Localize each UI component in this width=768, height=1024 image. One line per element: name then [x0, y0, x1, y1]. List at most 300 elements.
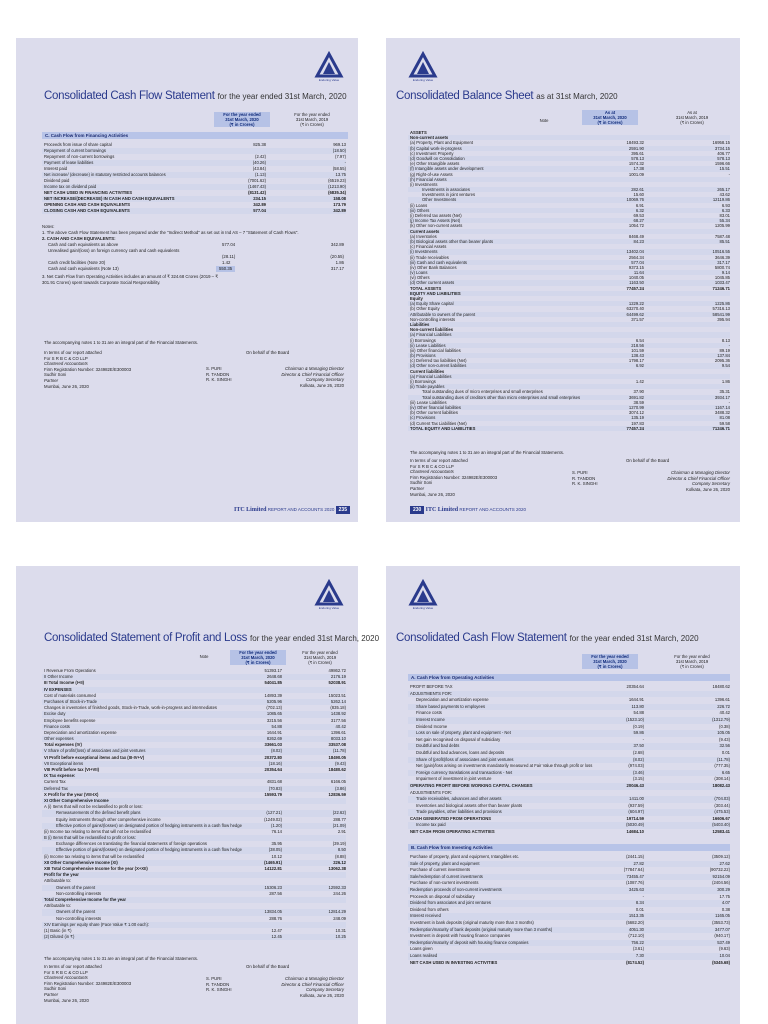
row-label: (b) Other current liabilities [410, 410, 458, 416]
row-label: Investment in deposit with housing finance companies [410, 933, 511, 939]
row-value-prior: 105.05 [717, 730, 730, 736]
row-label: IV EXPENSES [44, 686, 72, 692]
row-label: (a) Property, Plant and Equipment [410, 140, 474, 146]
row-label: Net increase/ (decrease) in statutory restricted accounts balances [44, 172, 166, 177]
row-label: NET CASH USED IN FINANCING ACTIVITIES [44, 190, 133, 195]
row-value-current: (18.16) [268, 760, 282, 766]
table-row [408, 880, 730, 887]
row-value-current: 13834.05 [264, 909, 282, 915]
row-value-prior: 10.04 [719, 952, 730, 958]
row-value-current: 20372.80 [264, 754, 282, 760]
row-value-prior: (21.09) [332, 822, 346, 828]
row-label: Owners of the parent [56, 909, 96, 915]
table-row [408, 790, 730, 797]
row-label: Effective portion of gains/(losses) on designated portion of hedging instruments in a cash flow hedge [56, 847, 242, 853]
table-row [408, 704, 730, 711]
notes-title: Notes: [42, 224, 55, 229]
row-label: Trade receivables, advances and other assets [416, 796, 502, 802]
row-value-current: (43.84) [252, 166, 266, 171]
note-2-heading: 2. CASH AND CASH EQUIVALENTS: [42, 236, 116, 241]
row-label: Non-current assets [410, 135, 449, 141]
row-value-prior: 83.01 [719, 213, 730, 218]
row-value-prior: 58541.99 [712, 311, 730, 317]
row-value-current: (38.05) [268, 847, 282, 853]
row-label: (a) Inventories [410, 233, 437, 239]
table-row [42, 208, 346, 214]
row-label: Total Comprehensive Income for the year [44, 896, 127, 902]
integral-note: The accompanying notes 1 to 31 are an integral part of the Financial Statements. [410, 450, 565, 455]
row-value-current: (712.10) [628, 933, 644, 939]
row-label: (d) Goodwill on Consolidation [410, 155, 465, 161]
row-label: Attributable to owners of the parent [410, 311, 476, 317]
row-value-prior: 1.86 [721, 379, 730, 384]
row-value-current: 64499.62 [626, 311, 644, 317]
row-value-prior: (3.86) [335, 785, 346, 791]
row-value-prior: 6.65 [721, 769, 730, 775]
logo-tagline: Enduring Value [318, 606, 340, 610]
row-label: TOTAL EQUITY AND LIABILITIES [410, 425, 476, 431]
table-row [408, 691, 730, 698]
row-value-prior: (11.78) [717, 756, 730, 762]
row-value-current: (702.13) [266, 705, 282, 711]
row-value-prior: 13.75 [335, 172, 346, 177]
table-row [408, 697, 730, 704]
row-value-current: (2441.15) [626, 854, 644, 859]
row-value-current: 6.92 [635, 363, 644, 369]
row-label: (1) Basic (in ₹) [44, 927, 72, 933]
row-value-current: 51393.17 [264, 668, 282, 673]
row-value-prior: 12814.29 [328, 909, 346, 915]
table-row [408, 874, 730, 881]
row-label: XI Other Comprehensive Income [44, 797, 109, 803]
row-value-current: - [642, 893, 644, 899]
investing-rows [408, 854, 730, 966]
row-value-prior: 55.34 [719, 218, 730, 224]
row-value-prior: 17.75 [719, 893, 730, 899]
table-row [408, 743, 730, 750]
row-value-prior: 3177.56 [330, 717, 346, 723]
table-row [408, 953, 730, 960]
itc-logo-icon [408, 580, 438, 610]
row-label: OPERATING PROFIT BEFORE WORKING CAPITAL CHANGES [410, 782, 533, 788]
row-value-prior: - [728, 171, 730, 177]
row-value-prior: (5403.40) [712, 822, 730, 828]
row-label: VI Profit before exceptional items and tax (III-IV+V) [44, 754, 145, 760]
row-label: (e) Other Intangible assets [410, 161, 460, 167]
row-label: (iv) Other financial liabilities [410, 404, 461, 410]
row-value-current: 59.86 [633, 730, 644, 736]
row-value-prior: 3488.32 [714, 410, 730, 416]
table-row [408, 809, 730, 816]
row-value-current: (8.02) [633, 756, 644, 762]
row-label: EQUITY AND LIABILITIES [410, 290, 461, 296]
column-header-prior: For the year ended 31st March, 2019 (₹ in Crores) [302, 650, 338, 665]
row-value-prior: (6519.23) [328, 178, 346, 183]
row-value-prior: 15023.51 [328, 692, 346, 698]
row-value-current: 5205.96 [266, 698, 282, 704]
row-value-prior: 288.77 [333, 816, 346, 822]
row-value-prior: 15.51 [719, 166, 730, 172]
row-label: NET CASH USED IN INVESTING ACTIVITIES [410, 959, 498, 965]
row-value-prior: 2095.36 [714, 358, 730, 364]
row-label: (g) Right-of-use Assets [410, 171, 453, 177]
row-label: IX Tax expense: [44, 773, 76, 779]
row-label: Share of (profit)/loss of associates and joint ventures [416, 756, 514, 762]
row-label: (i) Borrowings [410, 379, 436, 384]
row-value-current: 69.53 [633, 213, 644, 218]
row-value-prior: 7587.48 [714, 233, 730, 239]
row-label: Dividend from associates and joint ventures [410, 900, 491, 906]
row-value-prior: (22.62) [332, 810, 346, 816]
page-title [396, 632, 699, 644]
table-row [408, 770, 730, 777]
row-value-prior: 1596.66 [714, 161, 730, 167]
table-row [42, 934, 346, 940]
section-header: C. Cash Flow from Financing Activities [42, 132, 348, 139]
table-row [408, 717, 730, 724]
column-header-current: For the year ended 31st March, 2020 (₹ in Crores) [214, 112, 270, 127]
row-label: Non-controlling interests [56, 890, 102, 896]
row-value-current: 371.57 [631, 316, 644, 322]
row-label: Other expenses [44, 736, 74, 742]
row-value-current: (2.68) [633, 749, 644, 755]
row-value-prior: (58.55) [332, 166, 346, 171]
row-value-prior: 8.50 [337, 847, 346, 853]
row-value-prior: - [728, 342, 730, 348]
row-value-prior: 300.29 [717, 886, 730, 892]
title-text: Consolidated Cash Flow Statement [396, 632, 567, 644]
auditor-block: In terms of our report attached For S R B C & CO LLP Chartered Accountants Firm Registration Number: 324982E/E300003 Sudhir Soni Partner Mumbai, June 26, 2020 [44, 964, 132, 1003]
title-subtitle: as at 31st March, 2020 [536, 92, 618, 101]
table-row [408, 796, 730, 803]
row-value-prior: 317.17 [717, 259, 730, 265]
row-value-current: 6.54 [635, 337, 644, 343]
row-label: I Revenue From Operations [44, 668, 96, 673]
balance-sheet-page [386, 38, 740, 522]
row-label: (iii) Others [410, 207, 430, 213]
row-value-prior: 71246.71 [712, 425, 730, 431]
row-value-current: 20046.43 [626, 782, 644, 788]
row-value-current: 234.15 [253, 196, 266, 201]
title-text: Consolidated Balance Sheet [396, 90, 534, 102]
row-value-current: 287.56 [269, 890, 282, 896]
row-value-current: 1513.35 [628, 913, 644, 919]
board-title: On behalf of the Board [246, 350, 290, 355]
row-label: Current liabilities [410, 368, 445, 374]
row-value-current: 27.82 [633, 860, 644, 866]
row-label: Depreciation and amortization expense [416, 697, 489, 703]
row-value-prior: 12119.86 [712, 197, 730, 203]
row-value-prior: 81.08 [719, 415, 730, 421]
cce-label-2: Unrealised gain/(loss) on foreign currency cash and cash equivalents [48, 248, 180, 253]
row-label: Interest received [410, 913, 441, 919]
table-row [408, 887, 730, 894]
row-value-current: 14893.39 [264, 692, 282, 698]
section-header-investing: B. Cash Flow from Investing Activities [408, 844, 730, 851]
row-value-prior: 1045.85 [714, 275, 730, 281]
row-value-prior: 32.56 [719, 743, 730, 749]
row-value-current: (3.61) [633, 946, 644, 952]
row-label: (h) Financial Assets [410, 176, 447, 182]
row-value-prior: 1033.47 [714, 280, 730, 286]
row-label: (2) Diluted (in ₹) [44, 934, 75, 940]
row-label: (b) Capital work-in-progress [410, 145, 462, 151]
row-label: (d) Other current assets [410, 280, 455, 286]
row-label: Purchase of property, plant and equipment, Intangibles etc. [410, 854, 520, 859]
row-value-current: 0.01 [635, 906, 644, 912]
row-value-prior: (90732.22) [709, 867, 730, 873]
row-value-current: 68.27 [633, 218, 644, 224]
row-value-prior: 395.94 [717, 316, 730, 322]
row-value-prior: (5345.68) [712, 959, 730, 965]
row-value-current: 135.19 [631, 415, 644, 421]
note-1: 1. The above Cash Flow Statement has been prepared under the "Indirect Method" as set out in Ind AS – 7 "Statement of Cash Flows". [42, 230, 299, 235]
row-label: Excise duty [44, 711, 66, 717]
row-value-prior: 537.49 [717, 939, 730, 945]
row-value-current: 3215.56 [266, 717, 282, 723]
table-row [408, 710, 730, 717]
row-label: Proceeds from issue of share capital [44, 142, 112, 147]
column-header-note: Note [199, 654, 209, 659]
row-value-current: 15593.79 [264, 791, 282, 797]
row-value-current: 17.38 [633, 166, 644, 172]
row-label: Profit for the year [44, 872, 79, 878]
operating-rows [408, 684, 730, 836]
row-value-prior: 18082.43 [712, 782, 730, 788]
row-value-current: 12.47 [271, 927, 282, 933]
row-value-prior: (2404.56) [712, 880, 730, 886]
row-value-current: (5682.20) [626, 919, 644, 925]
cash-flow-page-financing [16, 38, 358, 522]
row-value-prior: 10.31 [335, 927, 346, 933]
row-label: Redemption proceeds of non-current investments [410, 886, 502, 892]
row-value-prior: 1396.61 [330, 729, 346, 735]
row-value-prior: 3934.17 [714, 394, 730, 400]
row-label: A (i) Items that will not be reclassified to profit or loss: [44, 804, 143, 810]
board-names: S. PURI R. TANDON R. K. SINGHI [206, 976, 232, 993]
row-value-prior: 578.13 [717, 155, 730, 161]
itc-logo-icon [408, 52, 438, 82]
row-value-prior: 1167.14 [715, 404, 730, 410]
row-value-prior: 40.42 [719, 710, 730, 716]
row-value-prior: 6166.05 [330, 779, 346, 785]
row-value-prior: (1213.90) [328, 184, 346, 189]
row-label: Sale of property, plant and equipment [410, 860, 480, 866]
page-footer: ITC Limited REPORT AND ACCOUNTS 2020 235 [234, 506, 350, 514]
row-value-prior: 18490.05 [328, 754, 346, 760]
row-value-prior: (6835.34) [328, 190, 346, 195]
row-value-prior: 3734.15 [714, 145, 730, 151]
row-value-prior: 40.42 [335, 723, 346, 729]
row-value-prior: 6.93 [721, 202, 730, 208]
row-label: Loss on sale of property, plant and equipment - Net [416, 730, 511, 736]
row-value-prior: 92154.09 [712, 873, 730, 879]
row-label: Changes in inventories of finished goods, Stock-in-Trade, work-in-progress and intermediates [44, 705, 218, 711]
row-value-current: 1085.65 [266, 711, 282, 717]
row-value-prior: 18480.62 [712, 684, 730, 689]
row-label: ASSETS [410, 130, 427, 135]
page-title [44, 632, 379, 644]
row-value-current: (604.97) [628, 809, 644, 815]
row-value-prior: 1396.61 [714, 697, 730, 703]
row-value-current: 577.04 [631, 259, 644, 265]
row-label: Non-controlling interests [410, 316, 456, 322]
row-label: (a) Financial Liabilities [410, 332, 452, 338]
row-value-prior: 4.07 [721, 900, 730, 906]
row-value-current: 8.34 [635, 900, 644, 906]
row-label: Finance costs [44, 723, 70, 729]
row-value-prior: (3509.12) [712, 854, 730, 859]
table-row [408, 763, 730, 770]
row-value-current: 1644.91 [266, 729, 282, 735]
table-row [408, 426, 730, 431]
row-value-current: 10.12 [271, 853, 282, 859]
row-value-current: (77847.64) [623, 867, 644, 873]
row-value-prior: 226.72 [717, 703, 730, 709]
table-row [408, 829, 730, 836]
row-value-prior: 969.13 [333, 142, 346, 147]
row-label: Total expenses (IV) [44, 742, 82, 748]
row-label: X Profit for the year (VIII-IX) [44, 791, 99, 797]
row-value-current: 395.61 [631, 150, 644, 156]
row-value-current: (1467.43) [248, 184, 266, 189]
board-roles: Chairman & Managing Director Director & Chief Financial Officer Company Secretary Kolkata, June 26, 2020 [281, 366, 344, 388]
integral-note: The accompanying notes 1 to 31 are an integral part of the Financial Statements. [44, 956, 199, 961]
page-number: 235 [336, 506, 350, 514]
row-value-current: (7001.62) [248, 178, 266, 183]
row-label: (ii) Trade receivables [410, 254, 449, 260]
row-label: Interest Income [416, 716, 445, 722]
row-value-current: 7.30 [635, 952, 644, 958]
row-value-prior: 8033.10 [330, 736, 346, 742]
row-value-prior: 5800.74 [714, 264, 730, 270]
row-value-prior: 5262.14 [330, 698, 346, 704]
row-label: Liabilities [410, 321, 430, 327]
table-row [408, 776, 730, 783]
row-value-prior: 12592.33 [328, 884, 346, 890]
row-value-current: 3425.63 [628, 886, 644, 892]
row-value-current: 13402.04 [626, 249, 644, 255]
page-footer: 230 ITC Limited REPORT AND ACCOUNTS 2020 [410, 506, 526, 514]
row-value-prior: 12583.41 [712, 829, 730, 835]
row-label: (c) Provisions [410, 415, 436, 421]
row-value-prior: (0.38) [719, 723, 730, 729]
row-value-prior: 248.09 [333, 915, 346, 921]
row-value-prior: (3553.73) [712, 919, 730, 925]
row-value-current: (1.20) [271, 822, 282, 828]
row-value-prior: 2.91 [337, 828, 346, 834]
row-value-prior: (475.53) [714, 809, 730, 815]
row-value-prior: 244.26 [333, 890, 346, 896]
row-value-prior: 35.31 [719, 389, 730, 395]
row-value-current: 101.59 [631, 347, 644, 353]
board-roles: Chairman & Managing Director Director & Chief Financial Officer Company Secretary Kolkata, June 26, 2020 [667, 470, 730, 492]
row-value-current: 288.76 [269, 915, 282, 921]
row-value-prior: (704.03) [714, 796, 730, 802]
itc-logo-icon [314, 580, 344, 610]
row-value-prior: 1205.99 [714, 223, 730, 229]
row-label: Loans realised [410, 952, 438, 958]
row-value-prior: 3477.07 [714, 926, 730, 932]
row-label: (i) Investments [410, 249, 438, 255]
row-value-current: 63270.40 [626, 306, 644, 312]
title-subtitle: for the year ended 31st March, 2020 [250, 634, 380, 643]
section-header-operating: A. Cash Flow from Operating Activities [408, 674, 730, 681]
row-value-current: 54041.85 [264, 680, 282, 686]
row-value-current: 197.83 [631, 420, 644, 426]
row-value-prior: (9.43) [719, 736, 730, 742]
row-label: Remeasurements of the defined benefit plans [56, 810, 141, 816]
row-label: Total outstanding dues of micro enterprises and small enterprises [422, 389, 543, 395]
row-value-prior: 406.77 [717, 150, 730, 156]
row-value-current: (1.13) [255, 172, 266, 177]
row-value-current: 54.88 [633, 710, 644, 716]
row-label: Income tax paid [416, 822, 446, 828]
row-value-current: 8262.69 [266, 736, 282, 742]
row-label: Interest paid [44, 166, 68, 171]
row-label: Finance costs [416, 710, 442, 716]
row-label: Proceeds on disposal of subsidiary [410, 893, 475, 899]
table-row [408, 960, 730, 967]
row-label: CLOSING CASH AND CASH EQUIVALENTS [44, 208, 130, 213]
itc-logo-icon [314, 52, 344, 82]
row-value-current: 8468.49 [628, 233, 644, 239]
row-label: (ii) Income tax relating to items that will not be reclassified [44, 828, 152, 834]
row-label: Foreign currency translations and transactions - Net [416, 769, 513, 775]
row-label: (i) Deferred tax assets (Net) [410, 213, 462, 218]
column-header-current: For the year ended 31st March, 2020 (₹ in Crores) [582, 654, 638, 669]
row-label: Dividend from others [410, 906, 449, 912]
row-label: Investment in bank deposits (original maturity more than 3 months) [410, 919, 534, 925]
column-header-prior: As at 31st March, 2019 (₹ in Crores) [675, 110, 709, 125]
row-value-prior: 10516.55 [712, 249, 730, 255]
row-label: (vi) Others [410, 275, 430, 281]
row-value-current: 2564.34 [628, 254, 644, 260]
row-label: Impairment of investment in joint venture [416, 776, 492, 782]
row-value-prior: 0.38 [721, 906, 730, 912]
row-value-current: 33661.03 [264, 742, 282, 748]
logo-tagline: Enduring Value [412, 78, 434, 82]
row-label: Attributable to: [44, 878, 72, 884]
board-names: S. PURI R. TANDON R. K. SINGHI [572, 470, 598, 487]
row-value-prior: 10.25 [335, 934, 346, 940]
cce-label-1: Cash and cash equivalents as above [48, 242, 119, 247]
table-row [408, 940, 730, 947]
row-value-prior: 13062.38 [328, 866, 346, 871]
row-label: Equity [410, 296, 423, 301]
row-value-current: 10069.76 [626, 197, 644, 203]
row-value-current: 11.64 [633, 270, 644, 276]
row-value-prior: 16606.67 [712, 815, 730, 821]
row-value-prior: 43.62 [719, 192, 730, 198]
cce-label-3: Cash credit facilities (Note 20) [48, 260, 106, 265]
row-label: Trade payables, other liabilities and provisions [416, 809, 502, 815]
row-value-prior: 49862.72 [328, 668, 346, 673]
profit-loss-rows [42, 668, 346, 940]
row-label: Depreciation and amortization expense [44, 729, 117, 735]
table-row [408, 900, 730, 907]
row-value-current: 3074.12 [628, 410, 644, 416]
row-label: Effective portion of gains/(losses) on designated portion of hedging instruments in a cash flow hedge [56, 822, 242, 828]
title-text: Consolidated Statement of Profit and Loss [44, 632, 248, 644]
row-value-current: 1054.72 [628, 223, 644, 229]
row-value-prior: 71246.71 [712, 285, 730, 291]
row-value-current: 77457.24 [626, 285, 644, 291]
row-label: Deferred Tax [44, 785, 68, 791]
table-row [408, 757, 730, 764]
title-subtitle: for the year ended 31st March, 2020 [569, 634, 699, 643]
row-label: (ii) Lease Liabilities [410, 342, 446, 348]
